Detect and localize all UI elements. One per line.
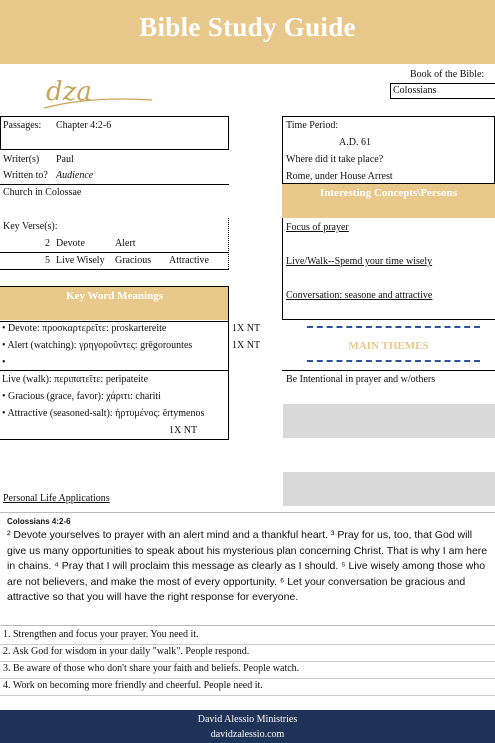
verse-word-gracious: Gracious — [115, 255, 152, 266]
key-verse-label: Key Verse(s): — [3, 221, 58, 232]
footer — [0, 710, 495, 743]
verse-num-5: 5 — [45, 255, 50, 266]
verse-word-devote: Devote — [56, 238, 85, 249]
time-period-label: Time Period: — [286, 120, 339, 131]
key-word-attractive: • Attractive (seasoned-salt): ἠρτυμένος: ērtymenos — [2, 408, 205, 419]
written-to-label: Written to? — [3, 170, 48, 181]
key-word-devote: • Devote: προσκαρτερεῖτε: proskartereite — [2, 323, 167, 334]
application-2: 2. Ask God for wisdom in your daily "walk". People respond. — [3, 646, 250, 657]
scripture-ref: Colossians 4:2-6 — [7, 517, 71, 526]
themes-divider-top — [307, 326, 480, 328]
page-title: Bible Study Guide — [139, 12, 356, 42]
writer-value: Paul — [56, 154, 74, 165]
verse-num-2: 2 — [45, 238, 50, 249]
concept-item-1: Focus of prayer — [286, 222, 349, 233]
application-3: 3. Be aware of those who don't share your faith and beliefs. People watch. — [3, 663, 300, 674]
concept-item-3: Conversation: seasone and attractive — [286, 290, 433, 301]
time-period-value: A.D. 61 — [339, 137, 371, 148]
concepts-header: Interesting Concepts\Persons — [282, 184, 495, 218]
application-1: 1. Strengthen and focus your prayer. You need it. — [3, 629, 199, 640]
footer-site[interactable]: davidzalessio.com — [210, 729, 285, 740]
concept-item-2: Live/Walk--Spemd your time wisely — [286, 256, 433, 267]
key-word-live: Live (walk): περιπατεῖτε: peripateite — [2, 374, 149, 385]
verse-word-attractive: Attractive — [169, 255, 209, 266]
verse-word-live-wisely: Live Wisely — [56, 255, 105, 266]
verse-word-alert: Alert — [115, 238, 136, 249]
application-4: 4. Work on becoming more friendly and cheerful. People need it. — [3, 680, 263, 691]
main-theme-item-1: Be Intentional in prayer and w/others — [286, 374, 436, 385]
book-value: Colossians — [393, 85, 437, 96]
place-label: Where did it take place? — [286, 154, 384, 165]
written-to-value: Audience — [56, 170, 94, 181]
passage-value: Chapter 4:2-6 — [56, 120, 112, 131]
place-value: Rome, under House Arrest — [286, 171, 393, 182]
key-word-gracious: • Gracious (grace, favor): χάριτι: chariti — [2, 391, 161, 402]
footer-org: David Alessio Ministries — [197, 714, 298, 725]
book-label: Book of the Bible: — [410, 69, 485, 80]
scripture-box — [0, 512, 495, 626]
key-word-blank: • — [2, 357, 6, 368]
passage-label: Passages: — [3, 120, 42, 131]
key-word-header: Key Word Meanings — [0, 286, 229, 320]
logo — [40, 70, 160, 114]
theme-blank-2 — [283, 472, 495, 506]
key-word-alert-count: 1X NT — [232, 340, 261, 351]
key-word-alert: • Alert (watching): γρηγοροῦντες: grēgorountes — [2, 340, 193, 351]
theme-blank-1 — [283, 404, 495, 438]
scripture-text: ² Devote yourselves to prayer with an alert mind and a thankful heart. ³ Pray for us, too, that God will give us many opportunities to speak about his mysterious plan concerning Christ. That is why I am here in chains. ⁴ Pray that I will proclaim this message as clearly as I should. ⁵ Live wisely among those who are not believers, and make the most of every opportunity. ⁶ Let your conversation be gracious and attractive so that you will have the right response for everyone. — [7, 529, 488, 603]
key-word-devote-count: 1X NT — [232, 323, 261, 334]
logo-text: dza — [46, 77, 92, 107]
key-word-last-count: 1X NT — [169, 425, 198, 436]
writer-label: Writer(s) — [3, 154, 40, 165]
themes-divider-bottom — [307, 360, 480, 362]
church-value: Church in Colossae — [3, 187, 82, 198]
main-themes-header: MAIN THEMES — [348, 340, 429, 352]
personal-label: Personal Life Applications — [3, 493, 110, 504]
